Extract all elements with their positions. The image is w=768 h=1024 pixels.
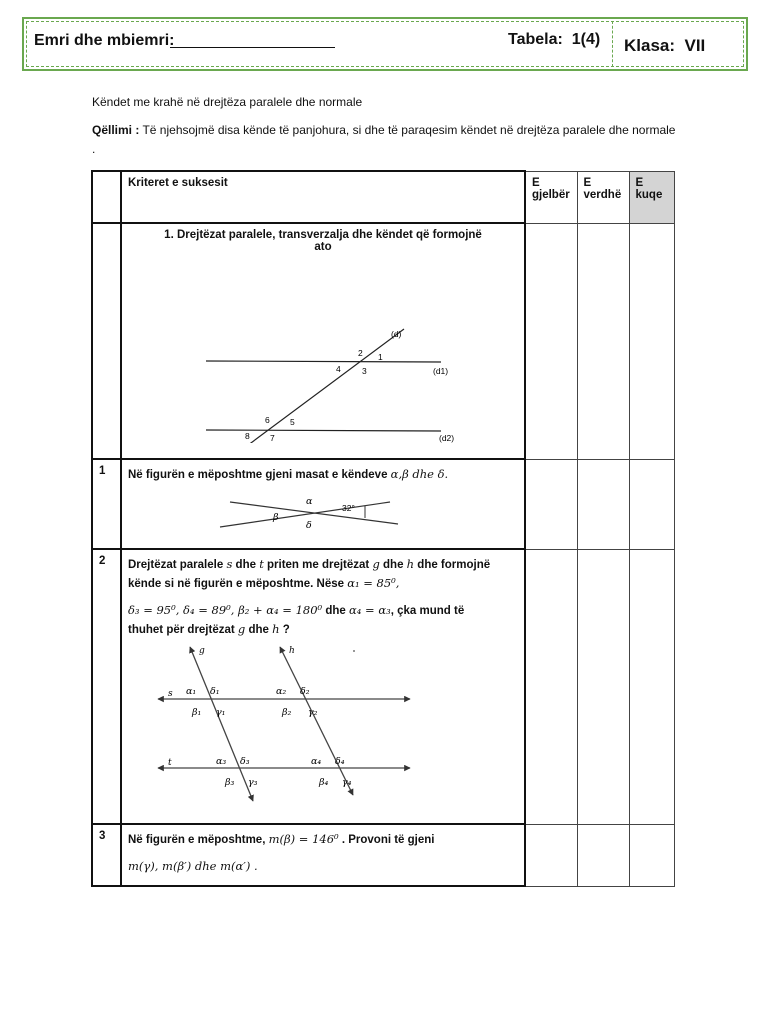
row-2-l4-h: h: [272, 622, 280, 636]
row-2-l1-c: priten me drejtëzat: [263, 559, 373, 571]
label-gamma1: γ₁: [216, 707, 226, 718]
row-2-l4-b: dhe: [245, 624, 273, 636]
row-2-l1-a: Drejtëzat paralele: [128, 559, 227, 571]
line-d1: [206, 361, 441, 362]
label-beta3: β₃: [225, 777, 235, 788]
angles-alpha-beta-delta-figure: [128, 484, 518, 536]
red-line2: kuqe: [635, 188, 663, 201]
stray-dot: [353, 650, 355, 652]
row-2-l2-math: α₁ = 85⁰,: [347, 576, 400, 590]
table-header-row: [92, 171, 674, 223]
label-beta2: β₂: [282, 707, 292, 718]
label-g: g: [199, 646, 205, 656]
row-2-content-cell: [121, 549, 525, 824]
label-alpha4: α₄: [311, 756, 322, 767]
angle-6: 6: [265, 415, 270, 425]
yellow-line1: E: [583, 176, 592, 189]
row-3-content-cell: [121, 824, 525, 886]
row-3: [92, 824, 674, 886]
label-delta4: δ₄: [335, 756, 345, 767]
section1-num-cell: [92, 223, 121, 459]
row-2-line3: [128, 601, 518, 620]
row-3-green-cell: [525, 824, 577, 886]
line-g: [190, 647, 253, 801]
red-line1: E: [635, 176, 644, 189]
section1-row: [92, 223, 674, 459]
row-3-red-cell: [629, 824, 674, 886]
header-red-cell: [629, 171, 674, 223]
row-2-green-cell: [525, 549, 577, 824]
row-2-l3-math2: α₄ = α₃: [349, 603, 391, 617]
document-title: Këndet me krahë në drejtëza paralele dhe normale: [92, 95, 363, 109]
label-gamma3: γ₃: [248, 777, 258, 788]
header-separator: [612, 21, 613, 67]
parallel-lines-figure: [128, 253, 518, 443]
row-2-l1-t: t: [259, 557, 264, 571]
row-2-yellow-cell: [577, 549, 629, 824]
header-green-cell: [525, 171, 577, 223]
label-s: s: [168, 689, 173, 699]
tabela-field: [508, 31, 600, 49]
row-3-line2: m(γ), m(β′) dhe m(α′) .: [128, 859, 258, 873]
row-2-line2: [128, 574, 518, 593]
section1-yellow-cell: [577, 223, 629, 459]
angle-7: 7: [270, 433, 275, 443]
row-2: [92, 549, 674, 824]
section1-heading: 1. Drejtëzat paralele, transverzalja dhe këndet që formojnë ato: [164, 229, 482, 253]
row-1-text-a: Në figurën e mëposhtme gjeni masat e këndeve: [128, 469, 391, 481]
label-beta1: β₁: [192, 707, 202, 718]
label-alpha1: α₁: [186, 686, 197, 697]
row-2-l1-s: s: [226, 557, 233, 571]
line-h: [280, 647, 353, 795]
line-d-transversal: [220, 329, 404, 443]
klasa-value: VII: [684, 36, 706, 55]
success-criteria-table: [91, 170, 675, 887]
row-2-l1-e: dhe formojnë: [414, 559, 491, 571]
row-1-text-math: α,β dhe δ.: [390, 467, 449, 481]
name-label: Emri dhe mbiemri:: [34, 32, 175, 49]
row-3-text-a: Në figurën e mëposhtme,: [128, 834, 269, 846]
label-d2: (d2): [439, 433, 455, 443]
tabela-label: Tabela:: [508, 31, 563, 48]
header-box: [22, 17, 748, 71]
label-d: (d): [391, 329, 402, 339]
row-3-text-b: . Provoni të gjeni: [338, 834, 435, 846]
label-t: t: [168, 758, 172, 768]
label-alpha3: α₃: [216, 756, 227, 767]
row-1-num: 1: [92, 459, 121, 549]
goal-label: Qëllimi :: [92, 123, 140, 137]
green-line2: gjelbër: [532, 188, 570, 201]
label-h: h: [289, 646, 295, 656]
name-fill-line: [170, 47, 335, 48]
angle-3: 3: [362, 366, 367, 376]
row-3-num: 3: [92, 824, 121, 886]
row-1-yellow-cell: [577, 459, 629, 549]
label-alpha2: α₂: [276, 686, 287, 697]
label-alpha: α: [306, 496, 313, 507]
row-2-line4: [128, 620, 518, 639]
row-2-l1-d: dhe: [379, 559, 407, 571]
document-goal: [92, 121, 682, 159]
yellow-line2: verdhë: [583, 188, 622, 201]
label-delta1: δ₁: [210, 686, 220, 697]
angle-5: 5: [290, 417, 295, 427]
row-1-text: [128, 465, 518, 484]
angle-2: 2: [358, 348, 363, 358]
row-2-l1-b: dhe: [232, 559, 260, 571]
klasa-label: Klasa:: [624, 36, 676, 55]
row-2-l1-h: h: [406, 557, 415, 571]
section1-content-cell: [121, 223, 525, 459]
row-2-l4-g: g: [237, 622, 246, 636]
angle-4: 4: [336, 364, 341, 374]
label-d1: (d1): [433, 366, 449, 376]
label-delta: δ: [306, 520, 312, 531]
row-2-l3-a: dhe: [322, 605, 350, 617]
label-gamma4: γ₄: [342, 777, 352, 788]
row-3-text-math: m(β) = 146⁰: [268, 832, 339, 846]
row-2-red-cell: [629, 549, 674, 824]
row-1-red-cell: [629, 459, 674, 549]
angle-8: 8: [245, 431, 250, 441]
row-1: [92, 459, 674, 549]
section1-green-cell: [525, 223, 577, 459]
line-descending: [230, 502, 398, 524]
label-beta4: β₄: [319, 777, 329, 788]
row-2-l3-b: , çka mund të: [390, 605, 465, 617]
goal-text: Të njehsojmë disa kënde të panjohura, si dhe të paraqesim këndet në drejtëza paralele dhe normale .: [92, 123, 676, 156]
row-2-l4-a: thuhet për drejtëzat: [128, 624, 238, 636]
label-delta2: δ₂: [300, 686, 310, 697]
row-1-content-cell: [121, 459, 525, 549]
row-1-green-cell: [525, 459, 577, 549]
row-2-l4-c: ?: [279, 624, 290, 636]
angle-1: 1: [378, 352, 383, 362]
label-32deg: 32°: [342, 503, 355, 513]
klasa-field: [624, 36, 705, 56]
row-2-l3-math: δ₃ = 95⁰, δ₄ = 89⁰, β₂ + α₄ = 180⁰: [128, 603, 323, 617]
row-2-line1: [128, 555, 518, 574]
row-3-yellow-cell: [577, 824, 629, 886]
parallel-lines-g-h-figure: [128, 643, 418, 809]
row-2-l1-g: g: [372, 557, 380, 571]
label-beta: β: [273, 512, 279, 523]
label-delta3: δ₃: [240, 756, 250, 767]
header-num-cell: [92, 171, 121, 223]
label-gamma2: γ₂: [308, 707, 318, 718]
header-criteria-cell: Kriteret e suksesit: [121, 171, 525, 223]
row-2-num: 2: [92, 549, 121, 824]
row-3-line1: [128, 830, 518, 849]
section1-red-cell: [629, 223, 674, 459]
row-2-l2-a: kënde si në figurën e mëposhtme. Nëse: [128, 578, 348, 590]
header-yellow-cell: [577, 171, 629, 223]
tabela-value: 1(4): [571, 31, 601, 48]
line-d2: [206, 430, 441, 431]
green-line1: E: [532, 176, 540, 189]
